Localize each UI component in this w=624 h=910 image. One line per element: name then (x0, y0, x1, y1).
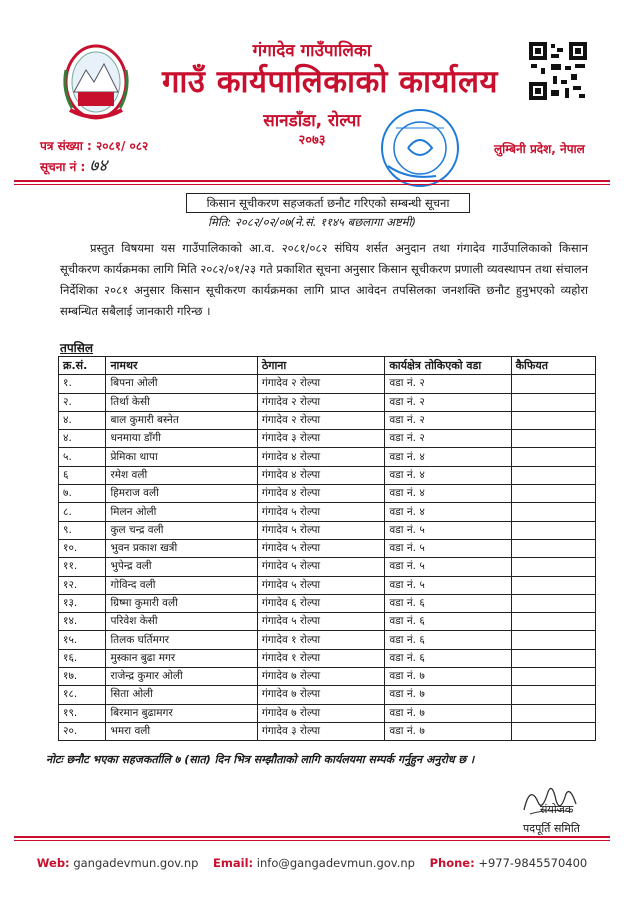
row-ward: वडा नं. ४ (385, 448, 511, 466)
table-row (59, 448, 596, 466)
row-address: गंगादेव ७ रोल्पा (257, 686, 384, 704)
table-row (59, 594, 596, 612)
row-serial: ९. (59, 521, 106, 539)
qr-code-icon (527, 40, 589, 102)
row-ward: वडा नं. ७ (385, 668, 511, 686)
row-address: गंगादेव २ रोल्पा (257, 411, 384, 429)
table-row (59, 466, 596, 484)
row-remarks (511, 466, 595, 484)
table-row (59, 649, 596, 667)
row-ward: वडा नं. ६ (385, 649, 511, 667)
letter-meta (40, 136, 148, 177)
province-name: लुम्बिनी प्रदेश, नेपाल (494, 142, 585, 156)
row-name: बिपना ओली (106, 375, 257, 393)
row-serial: १२. (59, 576, 106, 594)
row-ward: वडा नं. २ (385, 430, 511, 448)
row-address: गंगादेव ४ रोल्पा (257, 485, 384, 503)
email-label: Email: (213, 856, 254, 870)
table-row (59, 375, 596, 393)
table-row (59, 704, 596, 722)
row-serial: ५. (59, 448, 106, 466)
row-serial: २०. (59, 722, 106, 740)
col-remarks: कैफियत (511, 357, 595, 375)
notice-title: किसान सूचीकरण सहजकर्ता छनौट गरिएको सम्बन्धी सूचना (186, 193, 470, 213)
row-name: रमेश वली (106, 466, 257, 484)
row-remarks (511, 430, 595, 448)
row-serial: १८. (59, 686, 106, 704)
row-name: तिर्था केसी (106, 393, 257, 411)
footer-divider (14, 836, 610, 838)
footer-contact (0, 856, 624, 870)
row-address: गंगादेव ४ रोल्पा (257, 448, 384, 466)
web-link[interactable]: gangadevmun.gov.np (73, 856, 199, 870)
office-stamp-icon (378, 106, 462, 190)
table-body (59, 375, 596, 741)
row-name: बिरमान बुढामगर (106, 704, 257, 722)
row-address: गंगादेव ५ रोल्पा (257, 576, 384, 594)
row-address: गंगादेव ६ रोल्पा (257, 594, 384, 612)
office-name: गाउँ कार्यपालिकाको कार्यालय (161, 64, 499, 100)
notice-no-label: सूचना नं : (40, 160, 86, 174)
row-remarks (511, 576, 595, 594)
letter-no-label: पत्र संख्या : (40, 139, 92, 153)
row-address: गंगादेव ७ रोल्पा (257, 668, 384, 686)
col-ward: कार्यक्षेत्र तोकिएको वडा (385, 357, 511, 375)
row-ward: वडा नं. ४ (385, 485, 511, 503)
row-remarks (511, 375, 595, 393)
row-remarks (511, 722, 595, 740)
row-serial: ७. (59, 485, 106, 503)
row-address: गंगादेव ४ रोल्पा (257, 466, 384, 484)
row-address: गंगादेव १ रोल्पा (257, 631, 384, 649)
table-row (59, 631, 596, 649)
row-serial: ११. (59, 558, 106, 576)
municipality-name: गंगादेव गाउँपालिका (252, 41, 372, 61)
row-remarks (511, 558, 595, 576)
row-address: गंगादेव ३ रोल्पा (257, 722, 384, 740)
table-row (59, 558, 596, 576)
row-ward: वडा नं. ७ (385, 686, 511, 704)
row-remarks (511, 411, 595, 429)
row-ward: वडा नं. ५ (385, 576, 511, 594)
row-ward: वडा नं. २ (385, 393, 511, 411)
row-name: कुल चन्द्र वली (106, 521, 257, 539)
row-remarks (511, 704, 595, 722)
row-address: गंगादेव ५ रोल्पा (257, 613, 384, 631)
table-row (59, 686, 596, 704)
row-remarks (511, 686, 595, 704)
table-row (59, 613, 596, 631)
row-name: मिलन ओली (106, 503, 257, 521)
row-ward: वडा नं. ४ (385, 466, 511, 484)
table-row (59, 411, 596, 429)
notice-body: प्रस्तुत विषयमा यस गाउँपालिकाको आ.व. २०८१/०८२ संघिय शर्सत अनुदान तथा गंगादेव गाउँपालिकाको किसान सूचीकरण कार्यक्रमका लागि मिति २०८२/०१/२३ गते प्रकाशित सूचना अनुसार किसान सूचीकरण प्रणाली व्यवस्थापन तथा संचालन निर्देशिका २०८१ अनुसार किसान सूचीकरण कार्यक्रमका लागि प्राप्त आवेदन तपसिलका जनशक्ति छनौट हुनुभएको व्यहोरा सम्बन्धित सबैलाई जानकारी गरिन्छ । (60, 241, 588, 318)
row-address: गंगादेव ५ रोल्पा (257, 558, 384, 576)
row-name: मुस्कान बुढा मगर (106, 649, 257, 667)
row-ward: वडा नं. ६ (385, 631, 511, 649)
row-ward: वडा नं. ५ (385, 521, 511, 539)
phone-number: +977-9845570400 (478, 856, 588, 870)
row-name: राजेन्द्र कुमार ओली (106, 668, 257, 686)
row-name: भुपेन्द्र वली (106, 558, 257, 576)
table-row (59, 576, 596, 594)
letter-no-value: २०८१/ ०८२ (95, 139, 149, 153)
header-divider-thin (14, 184, 610, 185)
row-name: सिता ओली (106, 686, 257, 704)
signatory-committee: पदपूर्ति समिति (523, 822, 580, 835)
footer-divider-thin (14, 840, 610, 841)
row-address: गंगादेव ५ रोल्पा (257, 503, 384, 521)
row-ward: वडा नं. ७ (385, 704, 511, 722)
row-remarks (511, 613, 595, 631)
row-name: बाल कुमारी बस्नेत (106, 411, 257, 429)
table-header-row (59, 357, 596, 375)
row-ward: वडा नं. ६ (385, 594, 511, 612)
row-address: गंगादेव ३ रोल्पा (257, 430, 384, 448)
row-name: भमरा वली (106, 722, 257, 740)
selection-table (58, 356, 596, 741)
header-divider (14, 180, 610, 182)
table-row (59, 521, 596, 539)
row-ward: वडा नं. २ (385, 375, 511, 393)
notice-no-value: ७४ (89, 156, 108, 176)
row-ward: वडा नं. ४ (385, 503, 511, 521)
row-ward: वडा नं. ५ (385, 539, 511, 557)
email-link[interactable]: info@gangadevmun.gov.np (256, 856, 415, 870)
row-remarks (511, 448, 595, 466)
office-address: सानडाँडा, रोल्पा (263, 111, 361, 131)
row-serial: ४. (59, 411, 106, 429)
row-remarks (511, 539, 595, 557)
row-ward: वडा नं. ५ (385, 558, 511, 576)
row-ward: वडा नं. ७ (385, 722, 511, 740)
row-serial: ४. (59, 430, 106, 448)
row-remarks (511, 649, 595, 667)
row-address: गंगादेव २ रोल्पा (257, 375, 384, 393)
notice-date: मिति: २०८२/०२/०७(ने.सं. ११४५ बछलागा अष्टमी) (207, 215, 417, 229)
row-name: ग्रिष्मा कुमारी वली (106, 594, 257, 612)
row-serial: १३. (59, 594, 106, 612)
row-serial: १९. (59, 704, 106, 722)
row-name: प्रेमिका थापा (106, 448, 257, 466)
row-address: गंगादेव ५ रोल्पा (257, 521, 384, 539)
row-address: गंगादेव ५ रोल्पा (257, 539, 384, 557)
row-serial: १६. (59, 649, 106, 667)
table-row (59, 668, 596, 686)
row-remarks (511, 631, 595, 649)
col-name: नामथर (106, 357, 257, 375)
row-remarks (511, 594, 595, 612)
row-serial: १७. (59, 668, 106, 686)
row-remarks (511, 503, 595, 521)
row-address: गंगादेव २ रोल्पा (257, 393, 384, 411)
phone-label: Phone: (429, 856, 475, 870)
row-remarks (511, 521, 595, 539)
table-row (59, 393, 596, 411)
row-remarks (511, 485, 595, 503)
row-name: तिलक घर्तिमगर (106, 631, 257, 649)
row-serial: २. (59, 393, 106, 411)
row-remarks (511, 393, 595, 411)
row-serial: ६ (59, 466, 106, 484)
section-heading: तपसिल (60, 341, 94, 355)
table-row (59, 503, 596, 521)
row-address: गंगादेव १ रोल्पा (257, 649, 384, 667)
table-row (59, 722, 596, 740)
table-row (59, 430, 596, 448)
row-serial: १४. (59, 613, 106, 631)
row-name: हिमराज वली (106, 485, 257, 503)
row-remarks (511, 668, 595, 686)
row-serial: ८. (59, 503, 106, 521)
table-row (59, 539, 596, 557)
row-serial: १. (59, 375, 106, 393)
row-ward: वडा नं. ६ (385, 613, 511, 631)
note-text: नोटः छनौट भएका सहजकर्तालि ७ (सात) दिन भित्र सम्झौताको लागि कार्यलयमा सम्पर्क गर्नुहुन अनुरोध छ । (46, 753, 475, 766)
row-serial: १५. (59, 631, 106, 649)
signatory-role: संयोजक (540, 803, 574, 816)
row-address: गंगादेव ७ रोल्पा (257, 704, 384, 722)
col-serial: क्र.सं. (59, 357, 106, 375)
established-year: २०७३ (298, 133, 326, 148)
row-name: भुवन प्रकाश खत्री (106, 539, 257, 557)
row-serial: १०. (59, 539, 106, 557)
col-address: ठेगाना (257, 357, 384, 375)
table-row (59, 485, 596, 503)
web-label: Web: (36, 856, 70, 870)
row-ward: वडा नं. २ (385, 411, 511, 429)
row-name: धनमाया डाँगी (106, 430, 257, 448)
row-name: परिवेश केसी (106, 613, 257, 631)
row-name: गोविन्द वली (106, 576, 257, 594)
